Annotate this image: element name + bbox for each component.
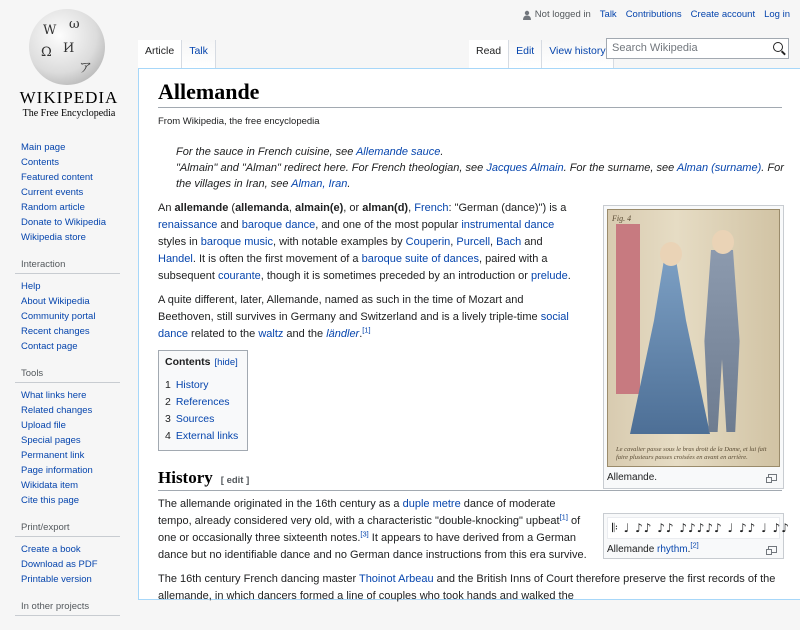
personal-tools xyxy=(522,9,790,20)
history-paragraph-2 xyxy=(158,571,778,605)
personal-talk-link[interactable]: Talk xyxy=(599,9,617,20)
sidebar-item-cite-this-page[interactable]: Cite this page xyxy=(21,495,80,506)
text: of one or occasionally three sixteenth notes. xyxy=(158,515,581,544)
text: , xyxy=(408,202,415,214)
hatnote-text: . For the villages in Iran, see xyxy=(176,162,784,190)
rhythm-notation-image[interactable]: 𝄆 ♩ ♪♪ ♪♪ ♪♪♪♪♪ ♩ ♪♪ ♩ ♪♪ xyxy=(607,517,780,539)
wikipedia-tagline: The Free Encyclopedia xyxy=(22,108,116,119)
text: , though it is sometimes preceded by an introduction or xyxy=(260,270,532,282)
caption-text: . xyxy=(687,544,691,555)
toc-link-references[interactable]: References xyxy=(175,396,230,408)
enlarge-icon[interactable] xyxy=(768,546,777,553)
text: dance of moderate tempo, already considered very old, with a characteristic "double-knocking" upbeat xyxy=(158,498,560,527)
sidebar-item-current-events[interactable]: Current events xyxy=(21,187,84,198)
figure-caption xyxy=(607,540,780,555)
link-french[interactable]: French xyxy=(414,202,449,214)
text: and xyxy=(521,236,543,248)
sidebar-item-store[interactable]: Wikipedia store xyxy=(21,232,86,243)
link-baroque-music[interactable]: baroque music xyxy=(200,236,273,248)
link-baroque-dance[interactable]: baroque dance xyxy=(241,219,316,231)
personal-contributions-link[interactable]: Contributions xyxy=(625,9,682,20)
enlarge-icon[interactable] xyxy=(768,474,777,481)
section-title: History xyxy=(158,468,213,487)
text: ( xyxy=(228,202,236,214)
text: . xyxy=(359,328,363,340)
text: , xyxy=(450,236,457,248)
sidebar-item-featured-content[interactable]: Featured content xyxy=(21,172,93,183)
sidebar-item-printable-version[interactable]: Printable version xyxy=(21,574,92,585)
text: and xyxy=(217,219,242,231)
bold-term: allemande xyxy=(174,202,229,214)
toc-entry[interactable] xyxy=(165,394,241,411)
link-duple-metre[interactable]: duple metre xyxy=(402,498,461,510)
text: , or xyxy=(343,202,363,214)
page-title: Allemande xyxy=(158,79,782,108)
link-landler[interactable]: ländler xyxy=(326,328,360,340)
table-of-contents xyxy=(158,350,248,451)
site-sub: From Wikipedia, the free encyclopedia xyxy=(158,116,320,127)
lead-paragraph xyxy=(158,200,578,285)
sidebar-item-recent-changes[interactable]: Recent changes xyxy=(21,326,90,337)
text: , paired with a subsequent xyxy=(158,253,548,282)
link-baroque-suite[interactable]: baroque suite of dances xyxy=(361,253,480,265)
sidebar-heading-other-projects: In other projects xyxy=(15,601,120,616)
toc-number: 4 xyxy=(165,430,171,442)
namespace-tabs xyxy=(138,40,216,68)
caption-text: Allemande xyxy=(607,544,658,555)
text: The 16th century French dancing master xyxy=(158,573,359,585)
sidebar-item-contents[interactable]: Contents xyxy=(21,157,60,168)
link-allemande-sauce[interactable]: Allemande sauce xyxy=(355,146,441,158)
article-content xyxy=(138,68,800,600)
wikipedia-wordmark: WIKIPEDIA xyxy=(19,88,119,107)
link-rhythm[interactable]: rhythm xyxy=(657,544,688,555)
sidebar-item-help[interactable]: Help xyxy=(21,281,41,292)
text: styles in xyxy=(158,236,201,248)
not-logged-in-label: Not logged in xyxy=(534,9,591,20)
toc-link-external-links[interactable]: External links xyxy=(175,430,239,442)
toc-entry[interactable] xyxy=(165,377,241,394)
not-logged-in-status xyxy=(522,9,591,20)
sidebar-item-download-pdf[interactable]: Download as PDF xyxy=(21,559,98,570)
reference-link[interactable]: [1] xyxy=(559,512,568,522)
tab-talk[interactable]: Talk xyxy=(182,40,216,68)
sidebar-item-community-portal[interactable]: Community portal xyxy=(21,311,96,322)
search-icon[interactable] xyxy=(773,42,783,52)
sidebar-item-create-book[interactable]: Create a book xyxy=(21,544,81,555)
sidebar-item-related-changes[interactable]: Related changes xyxy=(21,405,93,416)
text: , xyxy=(490,236,497,248)
tab-view-history[interactable]: View history xyxy=(542,40,613,68)
create-account-link[interactable]: Create account xyxy=(690,9,756,20)
section-edit-link[interactable]: [ edit ] xyxy=(220,475,250,486)
cavalier-head xyxy=(712,230,734,254)
wikipedia-logo[interactable] xyxy=(0,0,138,130)
sidebar-navigation xyxy=(21,140,138,245)
link-waltz[interactable]: waltz xyxy=(258,328,284,340)
text: An xyxy=(158,202,175,214)
second-paragraph xyxy=(158,292,578,343)
link-jacques-almain[interactable]: Jacques Almain xyxy=(486,162,564,174)
search-input[interactable] xyxy=(606,38,789,59)
window-drapery xyxy=(616,224,640,394)
text: It appears to have derived from a German dance but no identifiable dance and no German dance instructions from this era survive. xyxy=(158,532,587,561)
sidebar-item-wikidata-item[interactable]: Wikidata item xyxy=(21,480,79,491)
bold-term: alman(d) xyxy=(362,202,409,214)
search-placeholder: Search Wikipedia xyxy=(612,42,698,54)
toc-number: 2 xyxy=(165,396,171,408)
reference-link[interactable]: [1] xyxy=(362,325,371,335)
sidebar-heading-print-export: Print/export xyxy=(15,522,120,537)
text: and the British Inns of Court therefore preserve the first records of the allemande, in which dancers formed a line of couples who took hands and walked the xyxy=(158,573,776,602)
text: and the xyxy=(283,328,327,340)
toc-heading: Contents xyxy=(165,356,211,368)
toc-entry[interactable] xyxy=(165,428,241,445)
lady-head xyxy=(660,242,682,266)
history-paragraph-1 xyxy=(158,496,588,564)
sidebar-item-donate[interactable]: Donate to Wikipedia xyxy=(21,217,107,228)
text: The allemande originated in the 16th century as a xyxy=(158,498,403,510)
hatnote xyxy=(176,144,786,192)
toc-hide-toggle[interactable]: [hide] xyxy=(214,357,238,368)
sidebar-heading-tools: Tools xyxy=(15,368,120,383)
hatnote-text: For the sauce in French cuisine, see xyxy=(176,146,356,158)
figure-allemande-rhythm xyxy=(603,513,790,559)
link-couperin[interactable]: Couperin xyxy=(405,236,451,248)
user-icon xyxy=(522,10,532,20)
sidebar-tools xyxy=(21,368,138,508)
tab-article[interactable]: Article xyxy=(138,40,182,68)
sidebar-item-about[interactable]: About Wikipedia xyxy=(21,296,90,307)
toc-link-history[interactable]: History xyxy=(175,379,209,391)
sidebar-item-permanent-link[interactable]: Permanent link xyxy=(21,450,85,461)
log-in-link[interactable]: Log in xyxy=(764,9,790,20)
tab-edit[interactable]: Edit xyxy=(509,40,542,68)
toc-number: 3 xyxy=(165,413,171,425)
link-alman-surname[interactable]: Alman (surname) xyxy=(676,162,762,174)
text: , xyxy=(288,202,295,214)
sidebar-interaction xyxy=(21,259,138,354)
figure-caption xyxy=(607,472,780,483)
toc-number: 1 xyxy=(165,379,171,391)
toc-title xyxy=(165,356,241,368)
link-purcell[interactable]: Purcell xyxy=(456,236,491,248)
sidebar-item-upload-file[interactable]: Upload file xyxy=(21,420,66,431)
cavalier-figure xyxy=(700,250,744,432)
text: A quite different, later, Allemande, named as such in the time of Mozart and Beethoven, still survives in Germany and Switzerland and is a lively triple-time xyxy=(158,294,541,323)
sidebar-item-page-information[interactable]: Page information xyxy=(21,465,93,476)
toc-entry[interactable] xyxy=(165,411,241,428)
caption-text: Allemande. xyxy=(607,472,658,483)
sidebar-item-contact-page[interactable]: Contact page xyxy=(21,341,78,352)
link-instrumental-dance[interactable]: instrumental dance xyxy=(461,219,555,231)
puzzle-globe-icon: W ω Ω И ア xyxy=(29,9,105,85)
text: : "German (dance)") is a xyxy=(448,202,567,214)
link-alman-iran[interactable]: Alman, Iran xyxy=(291,178,348,190)
sidebar-heading-interaction: Interaction xyxy=(15,259,120,274)
lady-figure xyxy=(630,262,710,434)
sidebar xyxy=(0,140,138,630)
link-courante[interactable]: courante xyxy=(217,270,261,282)
figure-label: Fig. 4 xyxy=(612,214,632,223)
sidebar-print-export xyxy=(21,522,138,587)
link-handel[interactable]: Handel xyxy=(158,253,193,265)
link-renaissance[interactable]: renaissance xyxy=(158,219,218,231)
figure-allemande-painting xyxy=(603,205,784,489)
link-prelude[interactable]: prelude xyxy=(531,270,568,282)
text: , with notable examples by xyxy=(272,236,406,248)
bold-term: almain(e) xyxy=(295,202,344,214)
text: related to the xyxy=(187,328,259,340)
hatnote-text: "Almain" and "Alman" redirect here. For French theologian, see xyxy=(176,162,487,174)
hatnote-text: . For the surname, see xyxy=(563,162,677,174)
hatnote-text: . xyxy=(347,178,351,190)
reference-link[interactable]: [2] xyxy=(690,540,699,550)
link-bach[interactable]: Bach xyxy=(496,236,522,248)
text: , and one of the most popular xyxy=(315,219,462,231)
link-social-dance[interactable]: social dance xyxy=(158,311,569,340)
sidebar-item-what-links-here[interactable]: What links here xyxy=(21,390,87,401)
hatnote-text: . xyxy=(440,146,444,158)
tab-read[interactable]: Read xyxy=(469,40,509,68)
reference-link[interactable]: [3] xyxy=(360,529,369,539)
sidebar-item-random-article[interactable]: Random article xyxy=(21,202,85,213)
toc-link-sources[interactable]: Sources xyxy=(175,413,215,425)
text: . It is often the first movement of a xyxy=(192,253,362,265)
text: . xyxy=(567,270,571,282)
view-tabs xyxy=(469,40,614,68)
allemande-engraving-image[interactable] xyxy=(607,209,780,467)
link-thoinot-arbeau[interactable]: Thoinot Arbeau xyxy=(358,573,434,585)
sidebar-item-main-page[interactable]: Main page xyxy=(21,142,66,153)
engraving-inscription: Le cavalier passe sous le bras droit de la Dame, et lui fait faire plusieurs passes croisées en avant en arrière. xyxy=(616,446,767,461)
sidebar-other-projects xyxy=(21,601,138,616)
bold-term: allemanda xyxy=(235,202,289,214)
sidebar-item-special-pages[interactable]: Special pages xyxy=(21,435,81,446)
